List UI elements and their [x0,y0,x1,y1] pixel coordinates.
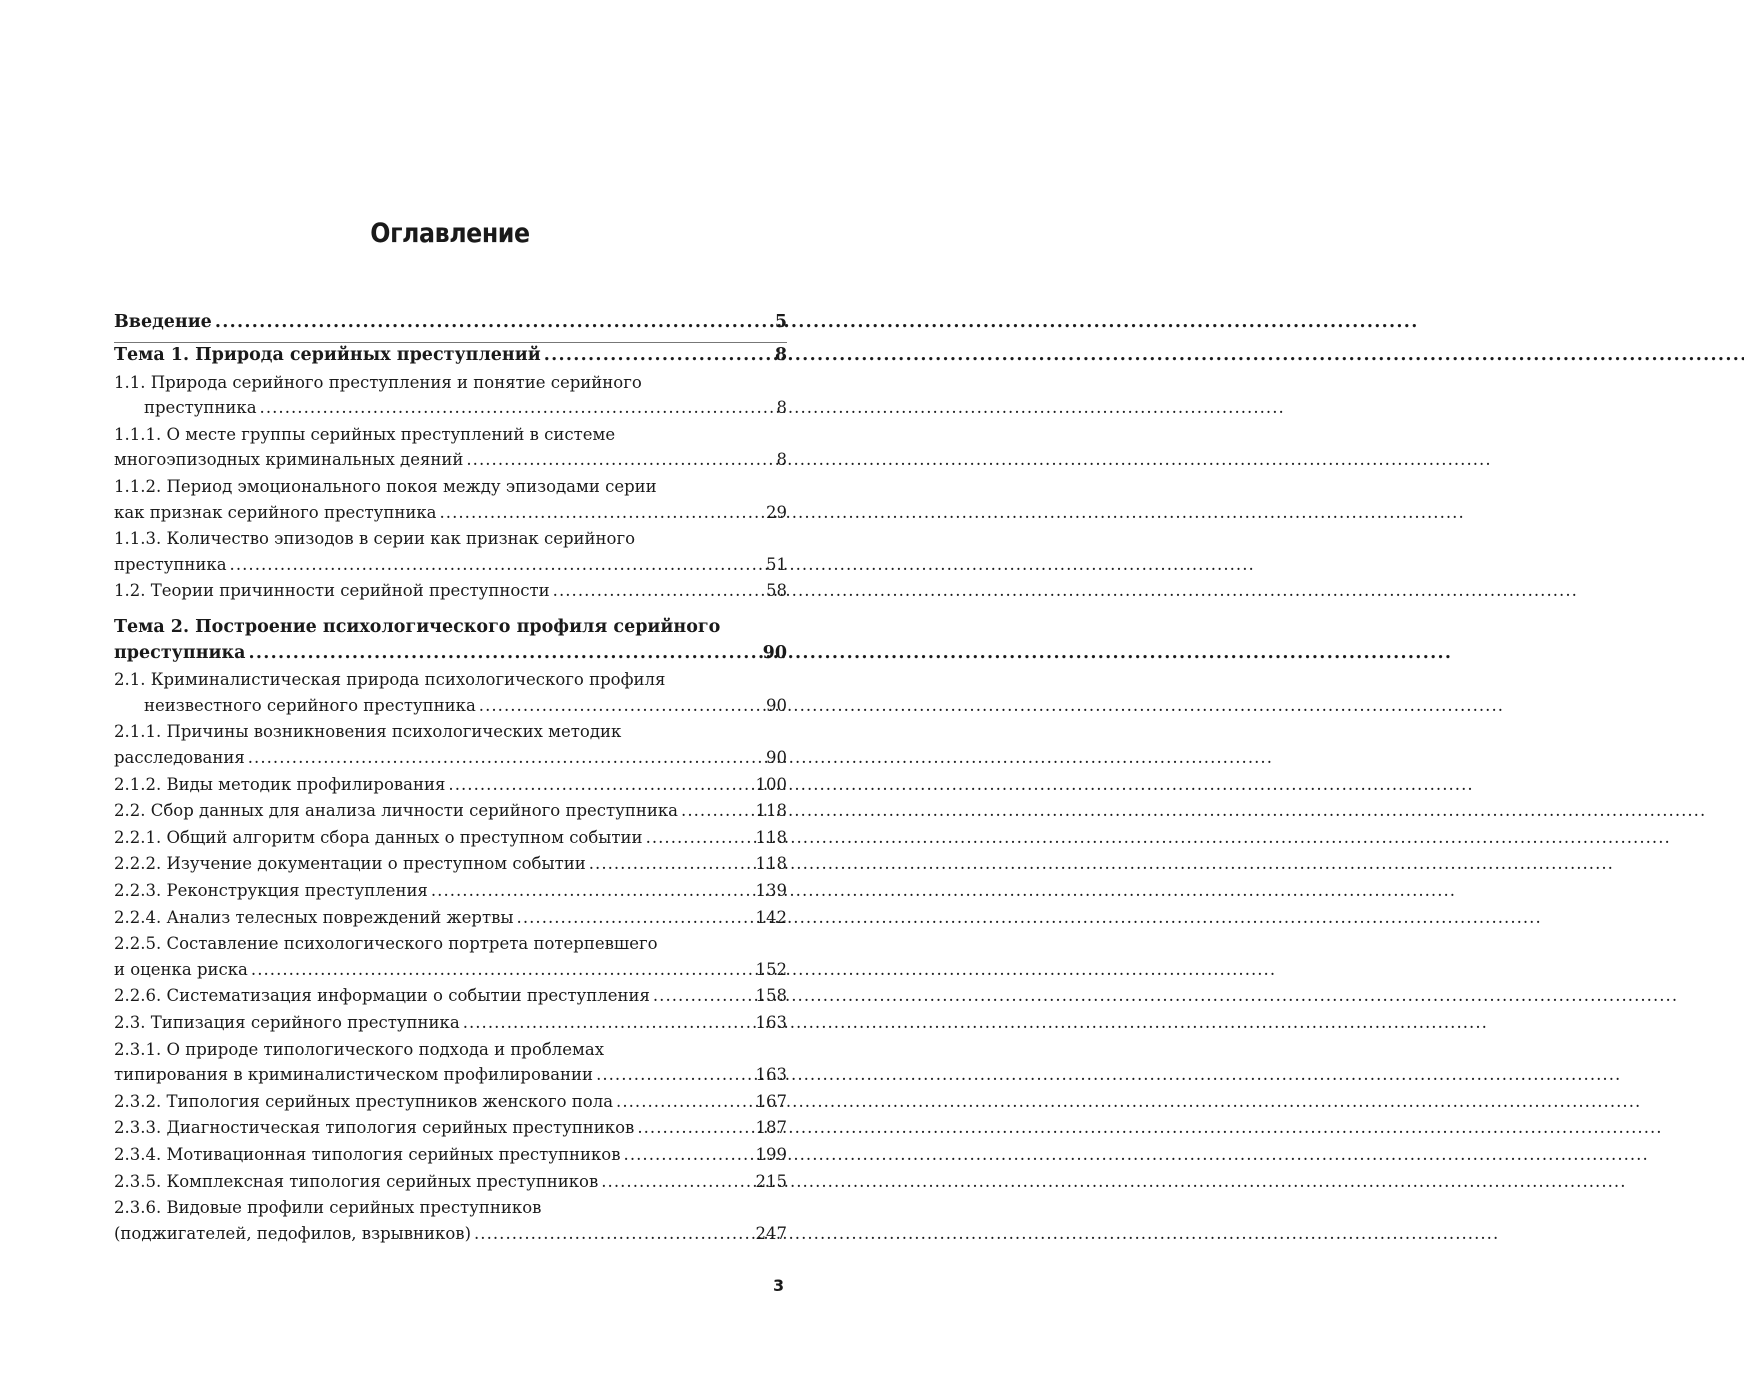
toc-entry-title: 2.3.2. Типология серийных преступников женского пола [114,1091,614,1111]
toc-entry-page: 90 [766,748,787,767]
toc-entry-2-2[interactable] [114,798,787,825]
toc-entry-page: 118 [755,801,787,821]
toc-entry-title: Введение [114,311,212,332]
dot-leader [251,957,753,983]
toc-entry-title: Тема 1. Природа серийных преступлений [114,345,541,366]
page-number: 3 [773,1276,785,1295]
toc-entry-title: 2.3.4. Мотивационная типология серийных преступников [114,1144,621,1164]
toc-entry-2-3-1[interactable] [114,1036,787,1088]
toc-entry-page: 163 [755,1012,787,1032]
dot-leader [544,343,772,369]
toc-entry-2-3-2[interactable] [114,1088,787,1115]
dot-leader [248,641,759,667]
toc-entry-2-1-1[interactable] [114,719,787,771]
toc-entry-page: 29 [766,502,787,522]
toc-entry-page: 8 [776,398,787,418]
toc-entry-page: 8 [776,450,787,470]
dot-leader [646,825,753,851]
toc-entry-2-1-2[interactable] [114,771,787,798]
toc-entry-2-2-6[interactable] [114,983,787,1010]
dot-leader [553,578,763,604]
toc-entry-page: 90 [762,642,787,663]
dot-leader [230,552,763,578]
dot-leader [448,772,752,798]
toc-entry-2-3-3[interactable] [114,1115,787,1142]
toc-entry-title-line: 2.2.5. Составление психологического портрета потерпевшего [114,934,658,954]
spacer [114,605,787,615]
toc-entry-2-3[interactable] [114,1009,787,1036]
toc-entry-title-line: Тема 2. Построение психологического профиля серийного [114,617,721,638]
toc-entry-page: 51 [766,554,787,574]
toc-entry-title-line: 1.1. Природа серийного преступления и понятие серийного [114,372,642,392]
toc-entry-page: 187 [755,1118,787,1138]
toc-entry-1-2[interactable] [114,578,787,605]
toc-entry-title: 2.3.5. Комплексная типология серийных преступников [114,1171,599,1191]
toc-entry-page: 199 [755,1144,787,1164]
toc-entry-page: 158 [755,986,787,1006]
dot-leader [653,983,753,1009]
toc-entry-page: 90 [766,695,787,715]
toc-entry-1-1-3[interactable] [114,526,787,578]
toc-entry-title: 2.3.3. Диагностическая типология серийных преступников [114,1118,635,1138]
table-of-contents [114,309,787,1247]
toc-entry-title-line: 1.1.2. Период эмоционального покоя между эпизодами серии [114,477,657,497]
toc-entry-page: 167 [755,1091,787,1111]
toc-entry-page: 100 [755,774,787,794]
dot-leader [431,878,753,904]
toc-entry-title-line: 2.1.1. Причины возникновения психологических методик [114,722,622,742]
dot-leader [589,851,753,877]
toc-entry-topic-1[interactable] [114,343,787,370]
toc-entry-title: преступника [144,398,257,418]
toc-entry-page: 142 [755,907,787,927]
toc-entry-topic-2[interactable] [114,615,787,667]
page-title: Оглавление [370,218,530,249]
dot-leader [637,1115,752,1141]
toc-entry-title: 2.2.6. Систематизация информации о событии преступления [114,986,650,1006]
toc-entry-1-1-1[interactable] [114,421,787,473]
toc-entry-2-2-1[interactable] [114,824,787,851]
toc-entry-1-1-2[interactable] [114,474,787,526]
toc-entry-1-1[interactable] [114,369,787,421]
dot-leader [624,1142,753,1168]
toc-entry-2-2-5[interactable] [114,931,787,983]
toc-entry-title: 2.3. Типизация серийного преступника [114,1012,460,1032]
dot-leader [248,745,763,771]
toc-entry-title: 2.2.2. Изучение документации о преступном событии [114,854,586,874]
toc-entry-title: преступника [114,642,246,663]
toc-entry-title: и оценка риска [114,959,248,979]
dot-leader [517,905,753,931]
toc-entry-title: расследования [114,748,245,767]
toc-entry-introduction[interactable] [114,309,787,336]
toc-entry-title: 2.2. Сбор данных для анализа личности серийного преступника [114,801,679,821]
toc-entry-title-line: 2.1. Криминалистическая природа психологического профиля [114,670,666,690]
toc-entry-title: 2.1.2. Виды методик профилирования [114,774,446,794]
toc-entry-title: типирования в криминалистическом профилировании [114,1065,594,1085]
toc-entry-title-line: 1.1.3. Количество эпизодов в серии как признак серийного [114,529,636,549]
dot-leader [474,1221,752,1247]
toc-entry-page: 58 [766,581,787,601]
toc-entry-page: 215 [755,1171,787,1191]
dot-leader [601,1169,752,1195]
dot-leader [616,1089,752,1115]
toc-entry-title: 2.2.3. Реконструкция преступления [114,880,428,900]
toc-entry-title: преступника [114,554,227,574]
toc-entry-page: 5 [774,311,787,332]
toc-entry-page: 163 [755,1065,787,1085]
toc-entry-2-1[interactable] [114,667,787,719]
toc-entry-page: 247 [755,1223,787,1243]
dot-leader [215,310,772,336]
toc-entry-page: 8 [774,345,787,366]
toc-entry-title: (поджигателей, педофилов, взрывников) [114,1223,472,1243]
toc-entry-page: 118 [755,854,787,874]
dot-leader [440,500,763,526]
toc-entry-title: как признак серийного преступника [114,502,437,522]
toc-entry-2-3-5[interactable] [114,1168,787,1195]
toc-entry-2-2-2[interactable] [114,851,787,878]
toc-entry-2-3-4[interactable] [114,1141,787,1168]
dot-leader [466,447,773,473]
dot-leader [479,693,763,719]
toc-entry-2-2-4[interactable] [114,904,787,931]
toc-entry-page: 118 [755,827,787,847]
dot-leader [681,798,752,824]
toc-entry-title: неизвестного серийного преступника [144,695,476,715]
toc-entry-title-line: 1.1.1. О месте группы серийных преступлений в системе [114,424,616,444]
toc-entry-title: 2.2.1. Общий алгоритм сбора данных о преступном событии [114,827,643,847]
toc-entry-title: 2.2.4. Анализ телесных повреждений жертвы [114,907,514,927]
toc-entry-page: 139 [755,880,787,900]
toc-entry-title-line: 2.3.6. Видовые профили серийных преступников [114,1198,542,1218]
toc-entry-title: 1.2. Теории причинности серийной преступности [114,581,550,601]
dot-leader [596,1062,752,1088]
toc-entry-title-line: 2.3.1. О природе типологического подхода и проблемах [114,1039,605,1059]
toc-entry-title: многоэпизодных криминальных деяний [114,450,464,470]
toc-entry-page: 152 [755,959,787,979]
dot-leader [260,395,774,421]
dot-leader [463,1010,753,1036]
toc-entry-2-3-6[interactable] [114,1195,787,1247]
toc-entry-2-2-3[interactable] [114,877,787,904]
